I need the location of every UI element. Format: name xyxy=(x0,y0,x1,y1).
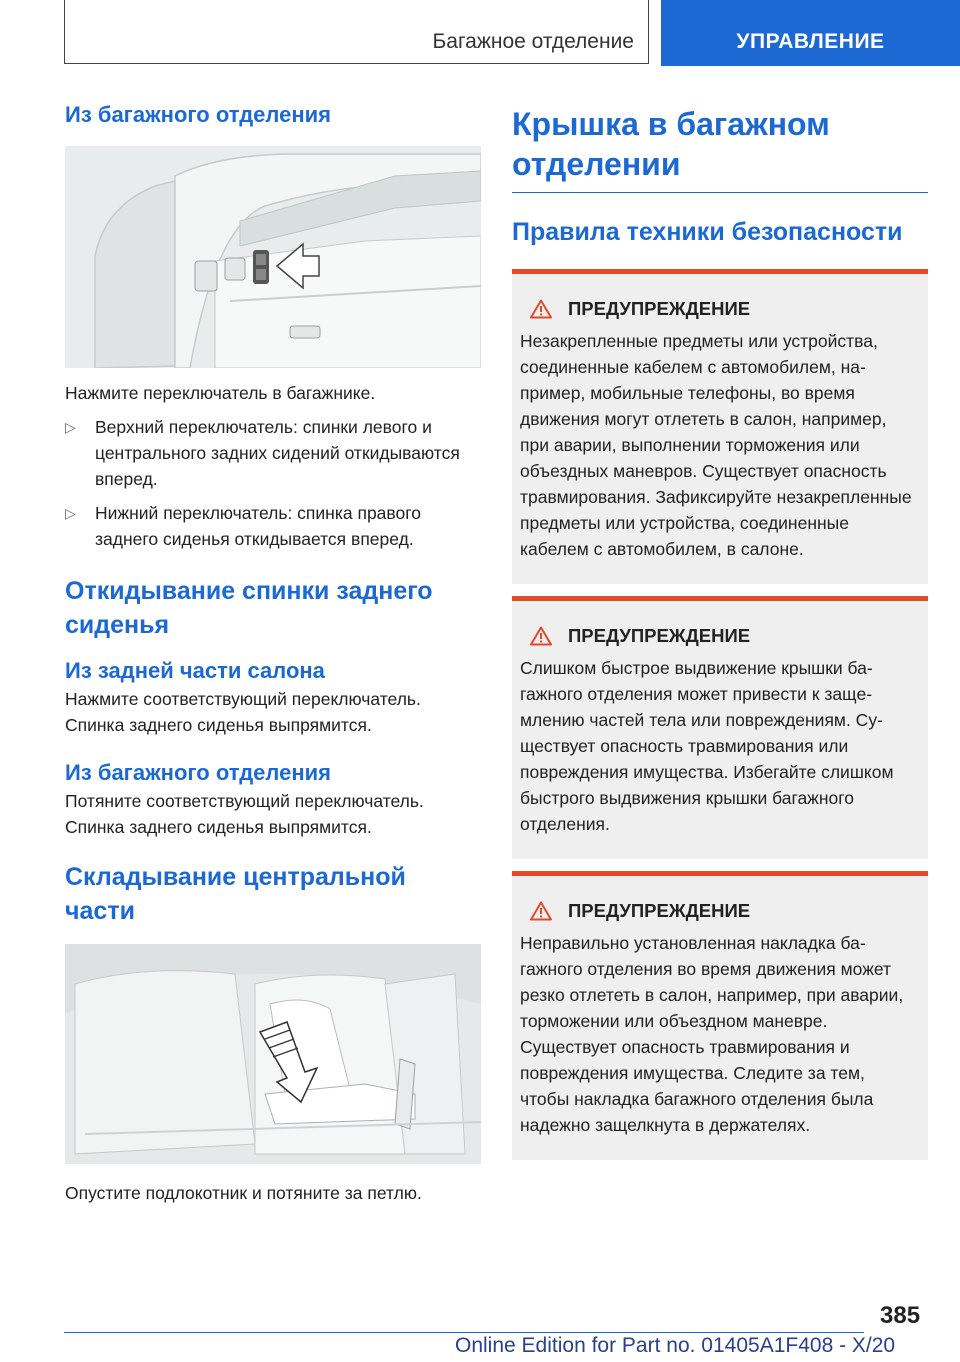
heading-center-fold: Складывание центральной части xyxy=(65,863,406,925)
trunk-switch-illustration xyxy=(65,146,481,368)
fig2-caption: Опустите подлокотник и потяните за петлю. xyxy=(65,1183,422,1203)
list-item: ▷ Нижний переключатель: спинка правого заднего сиденья откидывается вперед. xyxy=(65,500,481,552)
para-from-trunk-2: Потяните соответствующий переключатель. Спинка заднего сиденья выпрямится. xyxy=(65,791,424,837)
left-column xyxy=(65,100,481,1206)
heading-from-trunk: Из багажного отделения xyxy=(65,102,331,127)
warning-title: ПРЕДУПРЕЖДЕНИЕ xyxy=(568,625,751,646)
triangle-bullet-icon: ▷ xyxy=(65,505,76,521)
switch-list xyxy=(65,414,481,552)
heading-safety: Правила техники безопасности xyxy=(512,218,903,246)
armrest-illustration xyxy=(65,944,481,1164)
warning-box xyxy=(512,269,928,584)
warning-triangle-icon xyxy=(530,901,552,921)
figure-trunk-switches xyxy=(65,146,481,368)
warning-title: ПРЕДУПРЕЖДЕНИЕ xyxy=(568,900,751,921)
footer-edition: Online Edition for Part no. 01405A1F408 - X/20 xyxy=(455,1334,896,1357)
heading-fold-back: Откидывание спинки заднего сиденья xyxy=(65,577,433,639)
footer-rule xyxy=(64,1332,864,1333)
heading-rear-cabin: Из задней части салона xyxy=(65,658,325,683)
warning-triangle-icon xyxy=(530,626,552,646)
heading-luggage-cover: Крышка в багажном отделении xyxy=(512,106,830,182)
triangle-bullet-icon: ▷ xyxy=(65,419,76,435)
section-tab: УПРАВЛЕНИЕ xyxy=(661,0,960,66)
right-column xyxy=(512,100,928,1160)
para-rear-cabin: Нажмите соответствующий переключатель. Спинка заднего сиденья выпрямится. xyxy=(65,689,421,735)
warning-box xyxy=(512,596,928,859)
page-number: 385 xyxy=(880,1302,921,1329)
warning-box xyxy=(512,871,928,1160)
warning-text: Неправильно установленная накладка багажного отделения во время движения может резко отлететь в салон, например, при аварии, торможении или объездном маневре. Существует опасность травмирования и повреждения имущества. Следите за тем, чтобы накладка багажного отделения была надежно защелкнута в держателях. xyxy=(520,933,904,1135)
breadcrumb: Багажное отделение xyxy=(64,0,649,64)
fig1-caption: Нажмите переключатель в багажнике. xyxy=(65,383,376,403)
heading-from-trunk-2: Из багажного отделения xyxy=(65,760,331,785)
warning-triangle-icon xyxy=(530,299,552,319)
heading-rule xyxy=(512,192,928,193)
warning-text: Незакрепленные предметы или устройства, соединенные кабелем с автомобилем, например, мобильные телефоны, во время движения могут отлететь в салон, например, при аварии, выполнении торможения или объездных маневров. Существует опасность травмирования. Зафиксируйте незакрепленные предметы или устройства, соединенные кабелем с автомобилем, в салоне. xyxy=(520,331,912,559)
list-item: ▷ Верхний переключатель: спинки левого и центрального задних сидений откидываются вперед. xyxy=(65,414,481,492)
figure-center-armrest xyxy=(65,944,481,1164)
warning-text: Слишком быстрое выдвижение крышки багажного отделения может привести к защeмлению частей тела или повреждениям. Существует опасность травмирования или повреждения имущества. Избегайте слишком быстрого выдвижения крышки багажного отделения. xyxy=(520,658,894,834)
page-header xyxy=(64,0,960,66)
warning-title: ПРЕДУПРЕЖДЕНИЕ xyxy=(568,298,751,319)
